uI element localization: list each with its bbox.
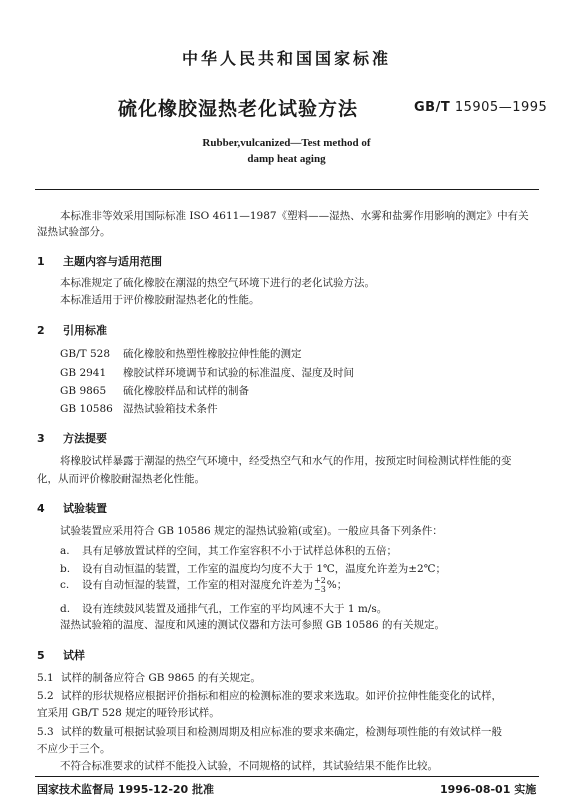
clause-5-2-line2: 宜采用 GB/T 528 规定的哑铃形试样。 [37,707,220,719]
section-4-closing: 湿热试验箱的温度、湿度和风速的测试仪器和方法可参照 GB 10586 的有关规定。 [60,619,446,631]
reference-text: 硫化橡胶和热塑性橡胶拉伸性能的测定 [123,348,302,360]
section-title: 主题内容与适用范围 [63,255,162,268]
reference-code: GB/T 528 [60,348,111,360]
item-text: 具有足够放置试样的空间，其工作室容积不小于试样总体积的五倍； [82,545,397,557]
item-text: 设有自动恒湿的装置，工作室的相对湿度允许差为 [82,579,313,591]
clause-5-3-line2: 不应少于三个。 [37,743,111,755]
section-3-line1: 将橡胶试样暴露于潮湿的热空气环境中，经受热空气和水气的作用，按预定时间检测试样性能的变 [60,455,512,467]
clause-5-3 [37,724,502,739]
item-label: c. [60,579,70,591]
clause-text: 试样的制备应符合 GB 9865 的有关规定。 [61,672,261,684]
section-3-line2: 化，从而评价橡胶耐湿热老化性能。 [37,473,205,485]
clause-number: 5.1 [37,672,54,684]
clause-5-2 [37,688,502,703]
section-title: 试验装置 [63,502,107,515]
section-number: 4 [37,502,45,515]
effective-date: 1996-08-01 实施 [440,783,537,796]
section-number: 3 [37,432,45,445]
reference-text: 硫化橡胶样品和试样的制备 [123,385,249,397]
section-title: 试样 [63,649,85,662]
tolerance-upper: +2 [314,576,326,585]
section-title: 引用标准 [63,324,107,337]
reference-item [60,346,302,361]
english-title-line2: damp heat aging [247,153,326,165]
section-number: 1 [37,255,45,268]
clause-5-1 [37,670,261,685]
tolerance-lower: −3 [314,585,326,594]
item-label: b. [60,563,71,575]
condition-item-a [60,543,397,558]
english-title-line1: Rubber,vulcanized—Test method of [202,137,371,149]
reference-item [60,383,249,398]
condition-item-c [60,576,347,594]
standard-code-prefix: GB/T [414,100,451,115]
item-text: 设有自动恒温的装置，工作室的温度均匀度不大于 1℃，温度允许差为±2℃； [82,563,446,575]
clause-number: 5.3 [37,726,54,738]
document-title: 硫化橡胶湿热老化试验方法 [118,98,359,120]
section-1-paragraph-1: 本标准规定了硫化橡胶在潮湿的热空气环境下进行的老化试验方法。 [60,277,375,289]
reference-text: 橡胶试样环境调节和试验的标准温度、湿度及时间 [123,367,354,379]
reference-code: GB 10586 [60,403,113,415]
reference-code: GB 9865 [60,385,107,397]
section-5-heading [37,647,85,663]
item-label: a. [60,545,70,557]
section-1-paragraph-2: 本标准适用于评价橡胶耐湿热老化的性能。 [60,294,260,306]
section-4-heading [37,500,107,516]
section-number: 5 [37,649,45,662]
section-4-intro: 试验装置应采用符合 GB 10586 规定的湿热试验箱(或室)。一般应具备下列条件： [60,525,443,537]
header-divider [35,189,539,190]
condition-item-b [60,561,446,576]
reference-item [60,401,218,416]
item-suffix: %； [326,579,348,591]
reference-item [60,365,354,380]
intro-line1: 本标准非等效采用国际标准 ISO 4611—1987《塑料——湿热、水雾和盐雾作用影响的测定》中有关 [60,210,529,222]
section-number: 2 [37,324,45,337]
reference-text: 湿热试验箱技术条件 [123,403,218,415]
footer-divider [35,776,539,777]
section-title: 方法提要 [63,432,107,445]
section-3-heading [37,430,107,446]
clause-number: 5.2 [37,690,54,702]
clause-text: 试样的数量可根据试验项目和检测周期及相应标准的要求来确定，检测每项性能的有效试样一般 [61,726,502,738]
section-2-heading [37,322,107,338]
item-text: 设有连续鼓风装置及通排气孔，工作室的平均风速不大于 1 m/s。 [82,603,388,615]
tolerance-fraction [314,576,326,594]
item-label: d. [60,603,71,615]
intro-line2: 湿热试验部分。 [37,226,111,238]
clause-text: 试样的形状规格应根据评价指标和相应的检测标准的要求来选取。如评价拉伸性能变化的试样， [61,690,502,702]
country-standard-heading: 中华人民共和国国家标准 [181,49,391,68]
approval-date: 国家技术监督局 1995-12-20 批准 [37,783,215,796]
clause-5-4: 不符合标准要求的试样不能投入试验，不同规格的试样，其试验结果不能作比较。 [60,760,438,772]
condition-item-d [60,601,387,616]
section-1-heading [37,253,162,269]
reference-code: GB 2941 [60,367,107,379]
standard-code-number: 15905—1995 [454,100,548,115]
standard-code [414,100,547,115]
